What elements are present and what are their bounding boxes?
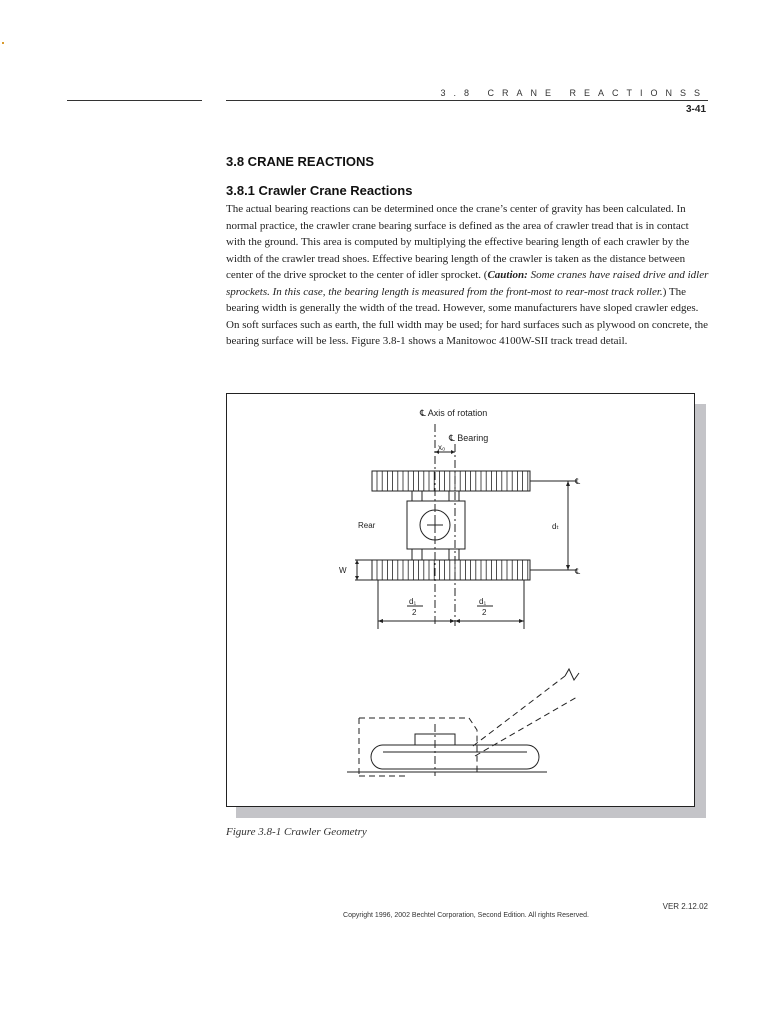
subsection-title: 3.8.1 Crawler Crane Reactions xyxy=(226,183,413,198)
stray-mark xyxy=(2,42,4,44)
carbody-link-ur xyxy=(449,491,459,501)
centerline-bottom-label: ℄ xyxy=(575,567,581,576)
header-rule-right xyxy=(226,100,708,101)
body-text-part-2: ) The bearing width is generally the width of the tread. However, some manufacturers have sloped crawler edges. On soft surfaces such as earth, the full width may be used; for hard surfaces such as plywood on concrete, the bearing surface will be less. Figure 3.8-1 shows a Manitowoc 4100W-SII track tread detail. xyxy=(226,285,709,347)
centerline-top-label: ℄ xyxy=(575,477,581,486)
section-title: 3.8 CRANE REACTIONS xyxy=(226,154,375,169)
upper-track-treads xyxy=(377,471,528,491)
figure-caption: Figure 3.8-1 Crawler Geometry xyxy=(226,826,367,838)
page-number: 3-41 xyxy=(685,104,706,115)
figure-frame xyxy=(226,393,695,807)
body-text-part-1: The actual bearing reactions can be determined once the crane’s center of gravity has been calculated. In normal practice, the crawler crane bearing surface is defined as the area of crawler tread that is in contact with the ground. This area is computed by multiplying the effective bearing length of each crawler by the width of the crawler tread shoes. Effective bearing length of the crawler is taken as the distance between center of the drive sprocket to the center of idler sprocket. ( xyxy=(226,203,690,281)
lower-track xyxy=(372,560,530,580)
rear-label: Rear xyxy=(358,521,376,530)
carbody-link-ll xyxy=(412,549,422,560)
axis-of-rotation-label: ℄ Axis of rotation xyxy=(420,408,488,418)
w-label: W xyxy=(339,566,347,575)
d1-right-denominator: 2 xyxy=(482,608,487,617)
d1-left-numerator: d₁ xyxy=(409,597,417,606)
d1-left-denominator: 2 xyxy=(412,608,417,617)
upper-track xyxy=(372,471,530,491)
caution-text: Some cranes have raised drive and idler sprockets. In this case, the bearing length is measured from the front-most to rear-most track roller. xyxy=(226,269,709,298)
boom-break-mark xyxy=(565,669,579,680)
header-rule-left xyxy=(67,100,202,101)
carbody-link-lr xyxy=(449,549,459,560)
running-head: 3.8 CRANE REACTIONSS xyxy=(440,88,708,98)
version-label: VER 2.12.02 xyxy=(662,902,708,911)
carbody-link-ul xyxy=(412,491,422,501)
body-paragraph xyxy=(226,201,710,350)
crawler-geometry-diagram xyxy=(227,394,696,808)
side-track xyxy=(371,745,539,769)
copyright-notice: Copyright 1996, 2002 Bechtel Corporation, Second Edition. All rights Reserved. xyxy=(343,912,589,919)
d1-right-numerator: d₁ xyxy=(479,597,487,606)
side-boom xyxy=(473,676,577,756)
lower-track-treads xyxy=(377,560,528,580)
caution-label: Caution: xyxy=(487,269,528,281)
bearing-label: ℄ Bearing xyxy=(449,433,489,443)
dt-label: dₜ xyxy=(552,522,559,531)
x0-label: x₀ xyxy=(438,443,446,452)
